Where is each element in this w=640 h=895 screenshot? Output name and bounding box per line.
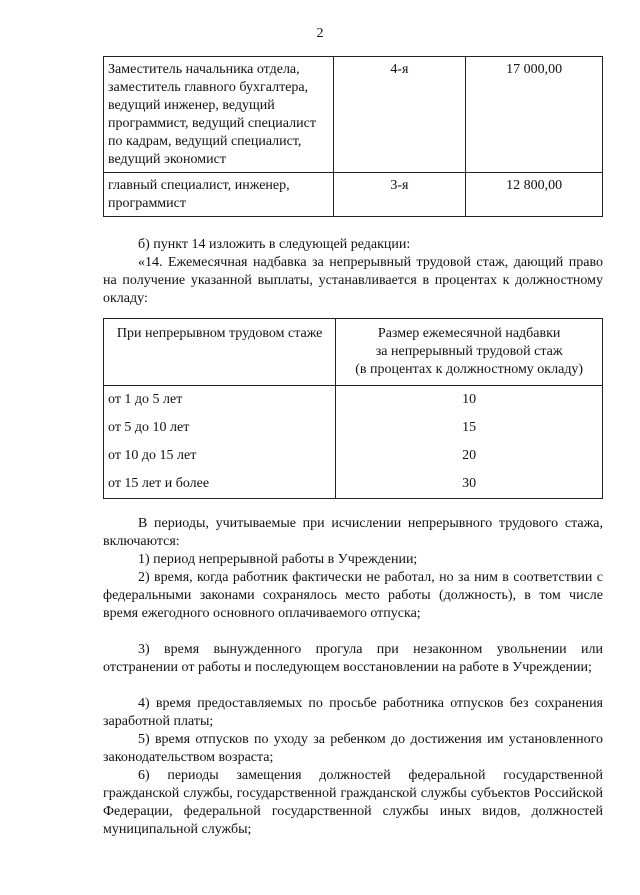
clause-b: б) пункт 14 изложить в следующей редакции: — [138, 237, 411, 252]
grade-cell: 3-я — [333, 173, 466, 217]
header-seniority: При непрерывном трудовом стаже — [104, 319, 336, 386]
salary-cell: 17 000,00 — [466, 57, 603, 173]
table-row — [104, 442, 603, 470]
list-item: 2) время, когда работник фактически не работал, но за ним в соответствии с федеральными законами сохранялось место работы (должность), в том числе время ежегодного основного оплачиваемого отпуска; — [103, 570, 603, 621]
bonus-table — [103, 318, 603, 499]
list-item: 5) время отпусков по уходу за ребенком до достижения им установленного законодательством возраста; — [103, 732, 603, 765]
table-row — [104, 414, 603, 442]
table-row — [104, 470, 603, 499]
list-item: 3) время вынужденного прогула при незаконном увольнении или отстранении от работы и последующем восстановлении на работе в Учреждении; — [103, 642, 603, 675]
page-number: 2 — [316, 26, 324, 41]
header-bonus-line: (в процентах к должностному окладу) — [355, 362, 584, 377]
percent-cell: 10 — [336, 386, 603, 415]
percent-cell: 20 — [336, 442, 603, 470]
position-cell: главный специалист, инженер, программист — [104, 173, 334, 217]
list-item: 6) периоды замещения должностей федеральной государственной гражданской службы, государственной гражданской службы субъектов Российской Федерации, федеральной государственной службы иных видов, должностей муниципальной службы; — [103, 768, 603, 837]
list-item: 4) время предоставляемых по просьбе работника отпусков без сохранения заработной платы; — [103, 696, 603, 729]
table-row — [104, 386, 603, 415]
percent-cell: 15 — [336, 414, 603, 442]
table-header-row — [104, 319, 603, 386]
period-cell: от 1 до 5 лет — [104, 386, 336, 415]
periods-intro: В периоды, учитываемые при исчислении непрерывного трудового стажа, включаются: — [103, 516, 603, 549]
period-cell: от 15 лет и более — [104, 470, 336, 499]
header-bonus-size — [336, 319, 603, 386]
salary-cell: 12 800,00 — [466, 173, 603, 217]
table-row — [104, 173, 603, 217]
period-cell: от 10 до 15 лет — [104, 442, 336, 470]
list-item: 1) период непрерывной работы в Учреждении; — [138, 552, 418, 567]
salary-table — [103, 56, 603, 217]
header-bonus-line: Размер ежемесячной надбавки — [377, 326, 561, 341]
grade-cell: 4-я — [333, 57, 466, 173]
clause-14: «14. Ежемесячная надбавка за непрерывный трудовой стаж, дающий право на получение указанной выплаты, устанавливается в процентах к должностному окладу: — [103, 255, 603, 306]
position-cell: Заместитель начальника отдела, заместитель главного бухгалтера, ведущий инженер, ведущий программист, ведущий специалист по кадрам, ведущий специалист, ведущий экономист — [104, 57, 334, 173]
table-row — [104, 57, 603, 173]
header-bonus-line: за непрерывный трудовой стаж — [375, 344, 563, 359]
percent-cell: 30 — [336, 470, 603, 499]
period-cell: от 5 до 10 лет — [104, 414, 336, 442]
